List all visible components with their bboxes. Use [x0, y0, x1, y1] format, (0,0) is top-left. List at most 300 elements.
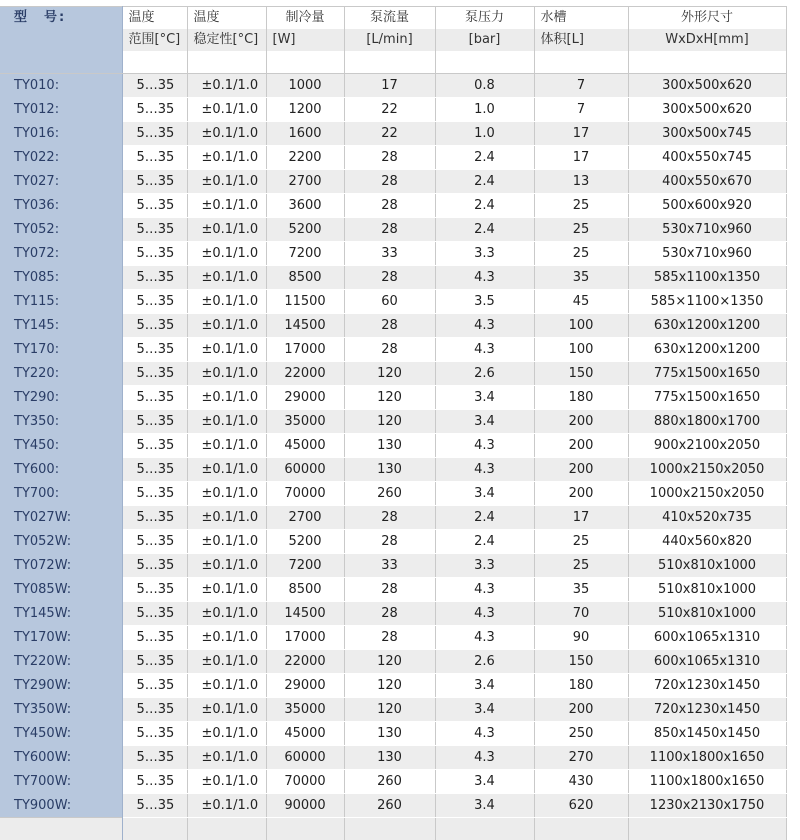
cell-pump-pressure: 3.5	[435, 290, 534, 314]
cell-cooling-capacity: 14500	[266, 602, 344, 626]
cell-pump-flow: 120	[344, 674, 435, 698]
cell-pump-flow: 28	[344, 218, 435, 242]
cell-model: TY145W:	[0, 602, 122, 626]
table-row	[0, 794, 786, 818]
table-row	[0, 194, 786, 218]
cell-model: TY016:	[0, 122, 122, 146]
cell-pump-pressure: 3.4	[435, 698, 534, 722]
header-dimensions: 外形尺寸	[628, 7, 786, 30]
cell-cooling-capacity: 1600	[266, 122, 344, 146]
cell-temp-stability: ±0.1/1.0	[187, 290, 266, 314]
table-row	[0, 722, 786, 746]
cell-temp-range: 5…35	[122, 770, 187, 794]
cell-pump-flow: 28	[344, 506, 435, 530]
cell-temp-stability: ±0.1/1.0	[187, 314, 266, 338]
cell-temp-range: 5…35	[122, 410, 187, 434]
cell-cooling-capacity: 2200	[266, 146, 344, 170]
cell-tank-volume: 35	[534, 266, 628, 290]
cell-tank-volume: 25	[534, 554, 628, 578]
header-temp-stability-unit: 稳定性[°C]	[187, 29, 266, 51]
cell-temp-range: 5…35	[122, 506, 187, 530]
cell-model: TY170W:	[0, 626, 122, 650]
cell-dimensions: 300x500x620	[628, 74, 786, 98]
table-row	[0, 578, 786, 602]
cell-temp-stability: ±0.1/1.0	[187, 578, 266, 602]
cell-temp-stability: ±0.1/1.0	[187, 98, 266, 122]
cell-tank-volume: 70	[534, 602, 628, 626]
cell-temp-range: 5…35	[122, 338, 187, 362]
cell-tank-volume: 150	[534, 650, 628, 674]
cell-tank-volume: 180	[534, 674, 628, 698]
cell-pump-pressure: 4.3	[435, 578, 534, 602]
cell-temp-stability: ±0.1/1.0	[187, 74, 266, 98]
cell-pump-flow: 260	[344, 770, 435, 794]
cell-model: TY700W:	[0, 770, 122, 794]
cell-tank-volume: 45	[534, 290, 628, 314]
cell-dimensions: 775x1500x1650	[628, 362, 786, 386]
header-pressure-unit: [bar]	[435, 29, 534, 51]
cell-temp-range: 5…35	[122, 554, 187, 578]
cell-temp-stability: ±0.1/1.0	[187, 362, 266, 386]
cell-tank-volume: 100	[534, 314, 628, 338]
table-row	[0, 602, 786, 626]
header-model: 型 号:	[0, 7, 122, 30]
cell-cooling-capacity: 1200	[266, 98, 344, 122]
cell-temp-range: 5…35	[122, 674, 187, 698]
cell-dimensions: 600x1065x1310	[628, 650, 786, 674]
table-row	[0, 290, 786, 314]
cell-tank-volume: 13	[534, 170, 628, 194]
cell-dimensions: 440x560x820	[628, 530, 786, 554]
cell-temp-range: 5…35	[122, 530, 187, 554]
cell-tank-volume: 180	[534, 386, 628, 410]
cell-cooling-capacity: 17000	[266, 338, 344, 362]
cell-model: TY145:	[0, 314, 122, 338]
cell-model: TY700:	[0, 482, 122, 506]
cell-model: TY600:	[0, 458, 122, 482]
cell-pump-flow: 28	[344, 602, 435, 626]
cell-temp-range: 5…35	[122, 170, 187, 194]
cell-model: TY027:	[0, 170, 122, 194]
cell-pump-pressure: 4.3	[435, 314, 534, 338]
cell-cooling-capacity: 2700	[266, 506, 344, 530]
cell-temp-range: 5…35	[122, 218, 187, 242]
cell-pump-flow: 120	[344, 410, 435, 434]
cell-temp-stability: ±0.1/1.0	[187, 218, 266, 242]
cell-pump-flow: 28	[344, 170, 435, 194]
cell-tank-volume: 25	[534, 218, 628, 242]
cell-model: TY072W:	[0, 554, 122, 578]
cell-model: TY085:	[0, 266, 122, 290]
cell-cooling-capacity: 90000	[266, 794, 344, 818]
cell-pump-flow: 22	[344, 122, 435, 146]
cell-model: TY052W:	[0, 530, 122, 554]
cell-pump-flow: 22	[344, 98, 435, 122]
cell-pump-pressure: 1.0	[435, 98, 534, 122]
cell-temp-stability: ±0.1/1.0	[187, 722, 266, 746]
cell-cooling-capacity: 22000	[266, 362, 344, 386]
cell-temp-stability: ±0.1/1.0	[187, 242, 266, 266]
cell-temp-range: 5…35	[122, 266, 187, 290]
cell-cooling-capacity: 7200	[266, 242, 344, 266]
cell-temp-stability: ±0.1/1.0	[187, 746, 266, 770]
cell-cooling-capacity: 60000	[266, 458, 344, 482]
cell-cooling-capacity: 29000	[266, 386, 344, 410]
cell-temp-range: 5…35	[122, 122, 187, 146]
header-flow-unit: [L/min]	[344, 29, 435, 51]
table-row	[0, 218, 786, 242]
cell-dimensions: 775x1500x1650	[628, 386, 786, 410]
cell-temp-range: 5…35	[122, 458, 187, 482]
header-cooling-capacity: 制冷量	[266, 7, 344, 30]
cell-pump-pressure: 4.3	[435, 338, 534, 362]
cell-dimensions: 410x520x735	[628, 506, 786, 530]
cell-pump-pressure: 3.3	[435, 242, 534, 266]
cell-dimensions: 585x1100x1350	[628, 266, 786, 290]
cell-cooling-capacity: 29000	[266, 674, 344, 698]
cell-temp-stability: ±0.1/1.0	[187, 530, 266, 554]
table-row	[0, 98, 786, 122]
cell-pump-pressure: 3.3	[435, 554, 534, 578]
header-pump-flow: 泵流量	[344, 7, 435, 30]
cell-model: TY290:	[0, 386, 122, 410]
cell-pump-flow: 120	[344, 650, 435, 674]
cell-pump-flow: 130	[344, 434, 435, 458]
cell-tank-volume: 250	[534, 722, 628, 746]
table-row	[0, 266, 786, 290]
cell-model: TY220W:	[0, 650, 122, 674]
cell-temp-stability: ±0.1/1.0	[187, 650, 266, 674]
cell-temp-range: 5…35	[122, 434, 187, 458]
cell-cooling-capacity: 70000	[266, 482, 344, 506]
cell-pump-flow: 17	[344, 74, 435, 98]
cell-dimensions: 400x550x745	[628, 146, 786, 170]
cell-tank-volume: 150	[534, 362, 628, 386]
header-tank: 水槽	[534, 7, 628, 30]
cell-model: TY600W:	[0, 746, 122, 770]
cell-cooling-capacity: 8500	[266, 266, 344, 290]
cell-pump-pressure: 3.4	[435, 410, 534, 434]
cell-temp-stability: ±0.1/1.0	[187, 146, 266, 170]
cell-cooling-capacity: 3600	[266, 194, 344, 218]
cell-cooling-capacity: 5200	[266, 218, 344, 242]
cell-pump-pressure: 3.4	[435, 386, 534, 410]
cell-dimensions: 510x810x1000	[628, 578, 786, 602]
cell-pump-pressure: 3.4	[435, 674, 534, 698]
cell-model: TY052:	[0, 218, 122, 242]
table-row	[0, 650, 786, 674]
cell-cooling-capacity: 70000	[266, 770, 344, 794]
cell-pump-flow: 120	[344, 386, 435, 410]
cell-cooling-capacity: 45000	[266, 434, 344, 458]
cell-dimensions: 300x500x745	[628, 122, 786, 146]
cell-tank-volume: 35	[534, 578, 628, 602]
cell-pump-pressure: 2.4	[435, 506, 534, 530]
table-row	[0, 698, 786, 722]
cell-temp-range: 5…35	[122, 602, 187, 626]
cell-model: TY012:	[0, 98, 122, 122]
cell-dimensions: 720x1230x1450	[628, 674, 786, 698]
cell-temp-range: 5…35	[122, 290, 187, 314]
cell-pump-pressure: 4.3	[435, 626, 534, 650]
cell-pump-pressure: 3.4	[435, 770, 534, 794]
cell-pump-flow: 33	[344, 554, 435, 578]
cell-temp-range: 5…35	[122, 242, 187, 266]
cell-temp-range: 5…35	[122, 98, 187, 122]
cell-dimensions: 1000x2150x2050	[628, 458, 786, 482]
cell-pump-pressure: 2.4	[435, 530, 534, 554]
cell-temp-stability: ±0.1/1.0	[187, 194, 266, 218]
cell-cooling-capacity: 11500	[266, 290, 344, 314]
cell-pump-flow: 28	[344, 314, 435, 338]
cell-temp-stability: ±0.1/1.0	[187, 674, 266, 698]
cell-pump-pressure: 4.3	[435, 458, 534, 482]
cell-pump-flow: 28	[344, 338, 435, 362]
cell-model: TY036:	[0, 194, 122, 218]
cell-cooling-capacity: 17000	[266, 626, 344, 650]
cell-tank-volume: 17	[534, 506, 628, 530]
header-temp-range-unit: 范围[°C]	[122, 29, 187, 51]
cell-cooling-capacity: 14500	[266, 314, 344, 338]
cell-dimensions: 510x810x1000	[628, 602, 786, 626]
cell-model: TY350:	[0, 410, 122, 434]
cell-pump-pressure: 3.4	[435, 794, 534, 818]
cell-temp-range: 5…35	[122, 626, 187, 650]
cell-cooling-capacity: 8500	[266, 578, 344, 602]
cell-dimensions: 500x600x920	[628, 194, 786, 218]
cell-pump-flow: 28	[344, 626, 435, 650]
cell-temp-stability: ±0.1/1.0	[187, 698, 266, 722]
cell-temp-range: 5…35	[122, 314, 187, 338]
cell-temp-range: 5…35	[122, 746, 187, 770]
cell-pump-flow: 33	[344, 242, 435, 266]
cell-pump-pressure: 2.6	[435, 362, 534, 386]
cell-temp-range: 5…35	[122, 194, 187, 218]
cell-tank-volume: 17	[534, 122, 628, 146]
cell-model: TY010:	[0, 74, 122, 98]
cell-cooling-capacity: 60000	[266, 746, 344, 770]
cell-model: TY220:	[0, 362, 122, 386]
cell-dimensions: 630x1200x1200	[628, 338, 786, 362]
cell-temp-range: 5…35	[122, 362, 187, 386]
cell-pump-flow: 260	[344, 794, 435, 818]
table-row	[0, 434, 786, 458]
cell-cooling-capacity: 1000	[266, 74, 344, 98]
cell-temp-range: 5…35	[122, 386, 187, 410]
cell-model: TY085W:	[0, 578, 122, 602]
cell-pump-flow: 28	[344, 146, 435, 170]
cell-tank-volume: 430	[534, 770, 628, 794]
table-row	[0, 122, 786, 146]
cell-cooling-capacity: 45000	[266, 722, 344, 746]
cell-temp-stability: ±0.1/1.0	[187, 410, 266, 434]
cell-pump-flow: 130	[344, 458, 435, 482]
cell-pump-flow: 28	[344, 578, 435, 602]
table-row	[0, 386, 786, 410]
cell-dimensions: 1230x2130x1750	[628, 794, 786, 818]
cell-dimensions: 1000x2150x2050	[628, 482, 786, 506]
table-row	[0, 458, 786, 482]
cell-temp-stability: ±0.1/1.0	[187, 506, 266, 530]
cell-temp-range: 5…35	[122, 578, 187, 602]
cell-dimensions: 900x2100x2050	[628, 434, 786, 458]
cell-temp-range: 5…35	[122, 794, 187, 818]
header-row-1	[0, 7, 786, 30]
cell-cooling-capacity: 2700	[266, 170, 344, 194]
cell-dimensions: 1100x1800x1650	[628, 746, 786, 770]
cell-pump-pressure: 2.4	[435, 146, 534, 170]
cell-dimensions: 720x1230x1450	[628, 698, 786, 722]
table-row	[0, 530, 786, 554]
cell-dimensions: 300x500x620	[628, 98, 786, 122]
cell-pump-flow: 120	[344, 698, 435, 722]
cell-pump-pressure: 4.3	[435, 602, 534, 626]
cell-cooling-capacity: 5200	[266, 530, 344, 554]
cell-pump-pressure: 2.4	[435, 170, 534, 194]
cell-pump-pressure: 1.0	[435, 122, 534, 146]
cell-cooling-capacity: 35000	[266, 698, 344, 722]
cell-pump-pressure: 4.3	[435, 746, 534, 770]
table-row	[0, 242, 786, 266]
cell-temp-range: 5…35	[122, 698, 187, 722]
cell-tank-volume: 100	[534, 338, 628, 362]
cell-pump-flow: 130	[344, 722, 435, 746]
cell-model: TY450W:	[0, 722, 122, 746]
table-row	[0, 74, 786, 98]
cell-pump-pressure: 2.4	[435, 218, 534, 242]
header-cooling-unit: [W]	[266, 29, 344, 51]
table-row	[0, 314, 786, 338]
cell-model: TY022:	[0, 146, 122, 170]
table-row	[0, 410, 786, 434]
cell-temp-stability: ±0.1/1.0	[187, 794, 266, 818]
spec-table	[0, 6, 787, 840]
cell-temp-range: 5…35	[122, 722, 187, 746]
cell-temp-stability: ±0.1/1.0	[187, 170, 266, 194]
cell-pump-pressure: 0.8	[435, 74, 534, 98]
cell-pump-flow: 28	[344, 266, 435, 290]
table-row	[0, 626, 786, 650]
cell-temp-stability: ±0.1/1.0	[187, 626, 266, 650]
cell-pump-pressure: 2.6	[435, 650, 534, 674]
cell-dimensions: 585×1100×1350	[628, 290, 786, 314]
table-row	[0, 506, 786, 530]
cell-tank-volume: 17	[534, 146, 628, 170]
table-row	[0, 482, 786, 506]
cell-temp-stability: ±0.1/1.0	[187, 770, 266, 794]
cell-tank-volume: 200	[534, 698, 628, 722]
cell-cooling-capacity: 7200	[266, 554, 344, 578]
header-pump-pressure: 泵压力	[435, 7, 534, 30]
cell-dimensions: 600x1065x1310	[628, 626, 786, 650]
header-dimensions-unit: WxDxH[mm]	[628, 29, 786, 51]
table-row	[0, 362, 786, 386]
cell-temp-stability: ±0.1/1.0	[187, 434, 266, 458]
header-temp-range: 温度	[122, 7, 187, 30]
cell-tank-volume: 25	[534, 242, 628, 266]
cell-dimensions: 530x710x960	[628, 218, 786, 242]
table-row	[0, 146, 786, 170]
cell-temp-stability: ±0.1/1.0	[187, 386, 266, 410]
cell-temp-stability: ±0.1/1.0	[187, 458, 266, 482]
cell-tank-volume: 200	[534, 458, 628, 482]
cell-cooling-capacity: 35000	[266, 410, 344, 434]
cell-dimensions: 510x810x1000	[628, 554, 786, 578]
cell-temp-range: 5…35	[122, 482, 187, 506]
cell-pump-pressure: 2.4	[435, 194, 534, 218]
cell-model: TY290W:	[0, 674, 122, 698]
cell-temp-stability: ±0.1/1.0	[187, 266, 266, 290]
cell-tank-volume: 200	[534, 410, 628, 434]
cell-temp-stability: ±0.1/1.0	[187, 602, 266, 626]
cell-dimensions: 630x1200x1200	[628, 314, 786, 338]
header-temp-stability: 温度	[187, 7, 266, 30]
cell-pump-flow: 130	[344, 746, 435, 770]
footer-row	[0, 818, 786, 840]
cell-model: TY072:	[0, 242, 122, 266]
cell-model: TY115:	[0, 290, 122, 314]
cell-temp-range: 5…35	[122, 74, 187, 98]
table-row	[0, 170, 786, 194]
table-row	[0, 554, 786, 578]
cell-dimensions: 400x550x670	[628, 170, 786, 194]
cell-dimensions: 1100x1800x1650	[628, 770, 786, 794]
cell-tank-volume: 200	[534, 482, 628, 506]
table-row	[0, 770, 786, 794]
cell-pump-flow: 260	[344, 482, 435, 506]
cell-pump-flow: 60	[344, 290, 435, 314]
cell-tank-volume: 25	[534, 194, 628, 218]
header-model-sub	[0, 29, 122, 51]
cell-dimensions: 530x710x960	[628, 242, 786, 266]
header-row-2	[0, 29, 786, 51]
cell-pump-pressure: 4.3	[435, 434, 534, 458]
cell-cooling-capacity: 22000	[266, 650, 344, 674]
cell-tank-volume: 270	[534, 746, 628, 770]
header-spacer-row	[0, 51, 786, 74]
cell-tank-volume: 25	[534, 530, 628, 554]
cell-pump-flow: 120	[344, 362, 435, 386]
cell-model: TY350W:	[0, 698, 122, 722]
cell-model: TY900W:	[0, 794, 122, 818]
table-row	[0, 338, 786, 362]
cell-temp-range: 5…35	[122, 650, 187, 674]
table-row	[0, 746, 786, 770]
cell-temp-stability: ±0.1/1.0	[187, 482, 266, 506]
cell-model: TY170:	[0, 338, 122, 362]
cell-tank-volume: 90	[534, 626, 628, 650]
cell-pump-pressure: 4.3	[435, 266, 534, 290]
cell-temp-range: 5…35	[122, 146, 187, 170]
cell-pump-pressure: 3.4	[435, 482, 534, 506]
cell-model: TY027W:	[0, 506, 122, 530]
cell-dimensions: 880x1800x1700	[628, 410, 786, 434]
cell-pump-pressure: 4.3	[435, 722, 534, 746]
cell-dimensions: 850x1450x1450	[628, 722, 786, 746]
cell-tank-volume: 200	[534, 434, 628, 458]
table-row	[0, 674, 786, 698]
cell-temp-stability: ±0.1/1.0	[187, 338, 266, 362]
cell-tank-volume: 620	[534, 794, 628, 818]
cell-temp-stability: ±0.1/1.0	[187, 122, 266, 146]
cell-model: TY450:	[0, 434, 122, 458]
cell-tank-volume: 7	[534, 98, 628, 122]
cell-pump-flow: 28	[344, 194, 435, 218]
cell-tank-volume: 7	[534, 74, 628, 98]
cell-temp-stability: ±0.1/1.0	[187, 554, 266, 578]
header-tank-unit: 体积[L]	[534, 29, 628, 51]
cell-pump-flow: 28	[344, 530, 435, 554]
